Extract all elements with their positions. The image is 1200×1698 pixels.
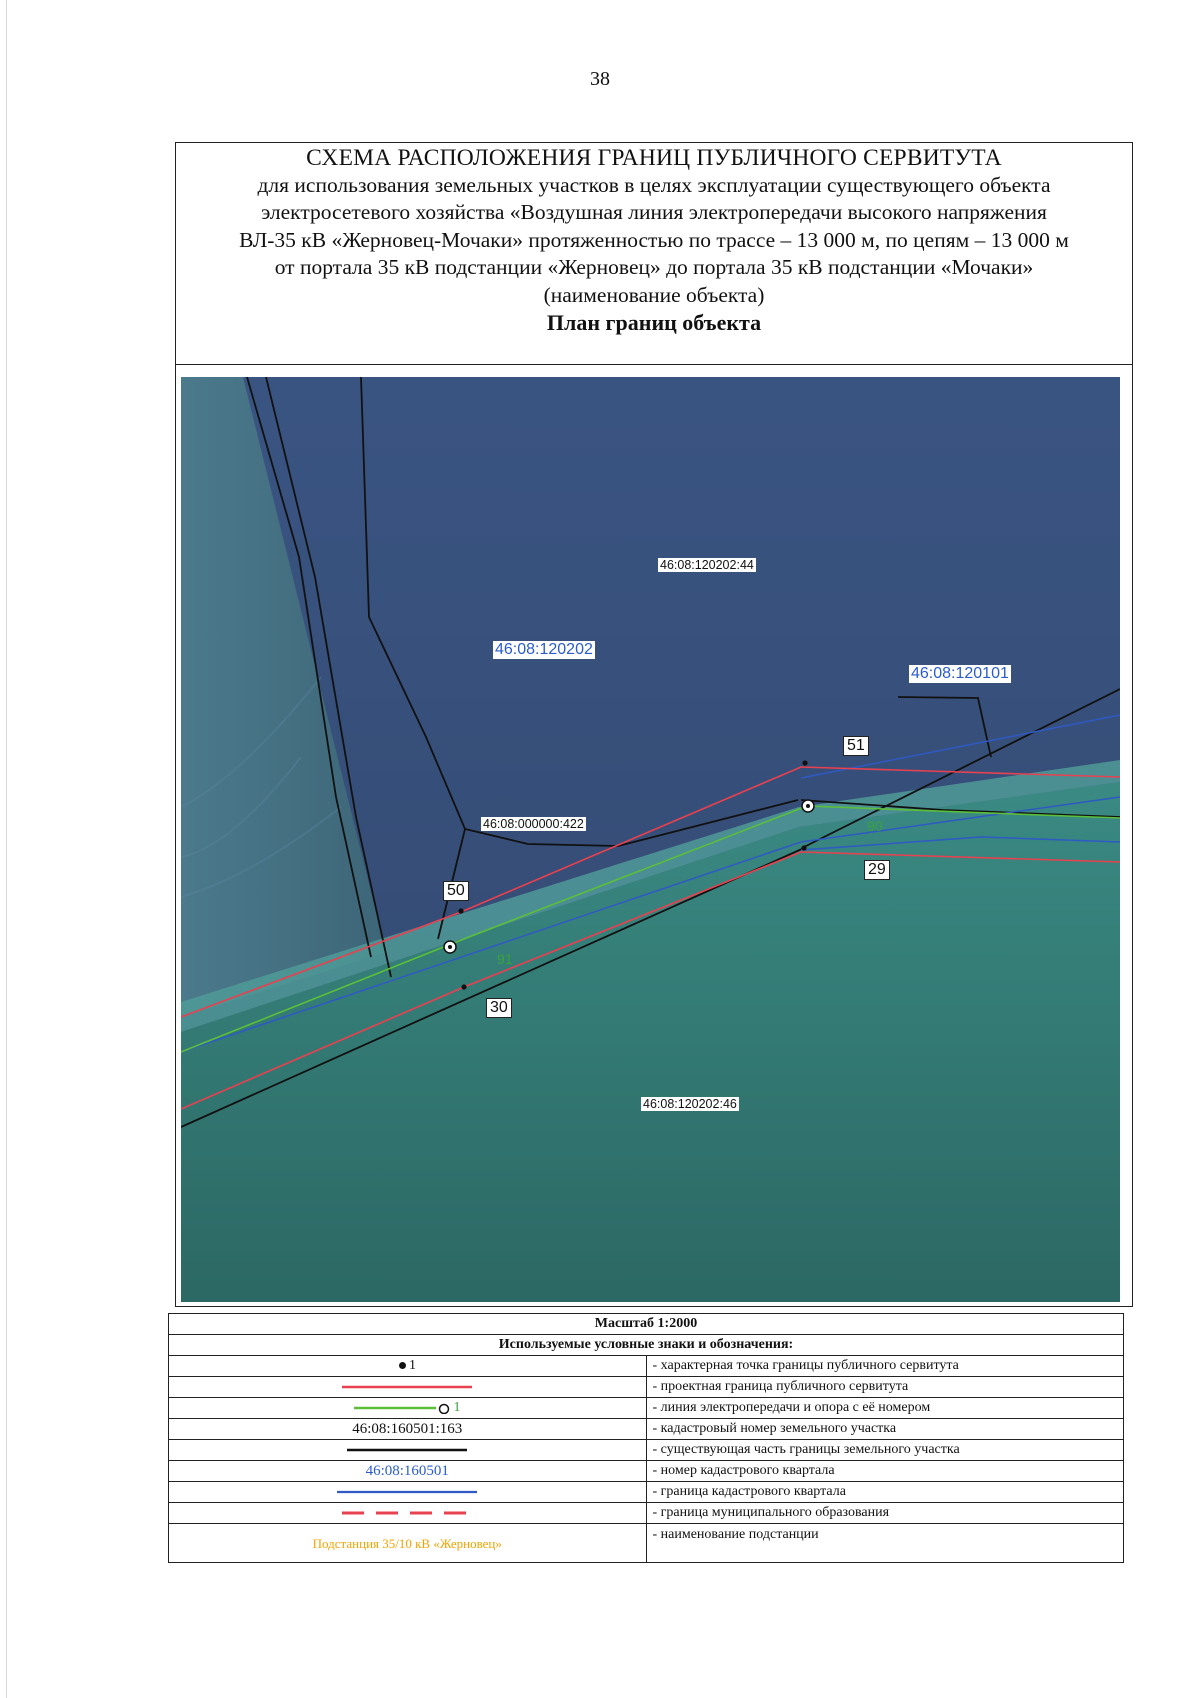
point-icon bbox=[399, 1362, 406, 1369]
map-image bbox=[181, 377, 1120, 1302]
legend-description: - характерная точка границы публичного сервитута bbox=[646, 1356, 1124, 1377]
legend-row bbox=[169, 1377, 1124, 1398]
legend-description: - граница муниципального образования bbox=[646, 1503, 1124, 1524]
legend-heading: Используемые условные знаки и обозначения: bbox=[169, 1335, 1124, 1356]
legend-description: - кадастровый номер земельного участка bbox=[646, 1419, 1124, 1440]
header-box bbox=[175, 142, 1133, 365]
description-line: электросетевого хозяйства «Воздушная линия электропередачи высокого напряжения bbox=[261, 200, 1047, 225]
point-label-29: 29 bbox=[864, 860, 890, 880]
red-dashed-line-icon bbox=[342, 1508, 472, 1518]
legend-description: - линия электропередачи и опора с её номером bbox=[646, 1398, 1124, 1419]
legend-row bbox=[169, 1461, 1124, 1482]
point-number: 1 bbox=[409, 1358, 416, 1373]
plan-subtitle: План границ объекта bbox=[546, 309, 762, 335]
point-label-51: 51 bbox=[843, 736, 869, 756]
red-line-icon bbox=[342, 1382, 472, 1392]
point-label-50: 50 bbox=[443, 881, 469, 901]
pole-label-91: 91 bbox=[497, 951, 513, 967]
quarter-label-120202: 46:08:120202 bbox=[495, 641, 593, 658]
black-line-icon bbox=[347, 1445, 467, 1455]
description-line: для использования земельных участков в целях эксплуатации существующего объекта bbox=[257, 173, 1051, 197]
legend-row bbox=[169, 1356, 1124, 1377]
scan-edge bbox=[6, 0, 7, 1698]
object-label: (наименование объекта) bbox=[543, 282, 765, 307]
pole-label-90: 90 bbox=[867, 818, 883, 834]
parcel-number-sample: 46:08:160501:163 bbox=[169, 1419, 647, 1440]
legend-row bbox=[169, 1503, 1124, 1524]
legend-description: - существующая часть границы земельного участка bbox=[646, 1440, 1124, 1461]
scheme-title: СХЕМА РАСПОЛОЖЕНИЯ ГРАНИЦ ПУБЛИЧНОГО СЕРВИТУТА bbox=[306, 145, 1002, 171]
parcel-label-422: 46:08:000000:422 bbox=[483, 817, 584, 831]
description-line: от портала 35 кВ подстанции «Жерновец» до портала 35 кВ подстанции «Мочаки» bbox=[274, 255, 1034, 280]
substation-name-sample: Подстанция 35/10 кВ «Жерновец» bbox=[169, 1524, 647, 1563]
description-line: ВЛ-35 кВ «Жерновец-Мочаки» протяженностью по трассе – 13 000 м, по цепям – 13 000 м bbox=[239, 227, 1069, 252]
point-label-30: 30 bbox=[486, 998, 512, 1018]
quarter-label-120101: 46:08:120101 bbox=[911, 665, 1009, 682]
legend-row bbox=[169, 1440, 1124, 1461]
page-number: 38 bbox=[590, 68, 610, 90]
blue-line-icon bbox=[337, 1487, 477, 1497]
parcel-label-46: 46:08:120202:46 bbox=[643, 1097, 737, 1111]
legend-row bbox=[169, 1524, 1124, 1563]
quarter-number-sample: 46:08:160501 bbox=[169, 1461, 647, 1482]
legend-description: - номер кадастрового квартала bbox=[646, 1461, 1124, 1482]
legend-row bbox=[169, 1482, 1124, 1503]
parcel-label-44: 46:08:120202:44 bbox=[660, 558, 754, 572]
pole-number: 1 bbox=[453, 1400, 461, 1415]
scale-label: Масштаб 1:2000 bbox=[169, 1314, 1124, 1335]
legend-description: - проектная граница публичного сервитута bbox=[646, 1377, 1124, 1398]
legend-row bbox=[169, 1419, 1124, 1440]
legend-table bbox=[168, 1313, 1124, 1563]
legend-description: - наименование подстанции bbox=[646, 1524, 1124, 1563]
green-line-pole-icon bbox=[354, 1402, 450, 1414]
legend-row bbox=[169, 1398, 1124, 1419]
legend-description: - граница кадастрового квартала bbox=[646, 1482, 1124, 1503]
